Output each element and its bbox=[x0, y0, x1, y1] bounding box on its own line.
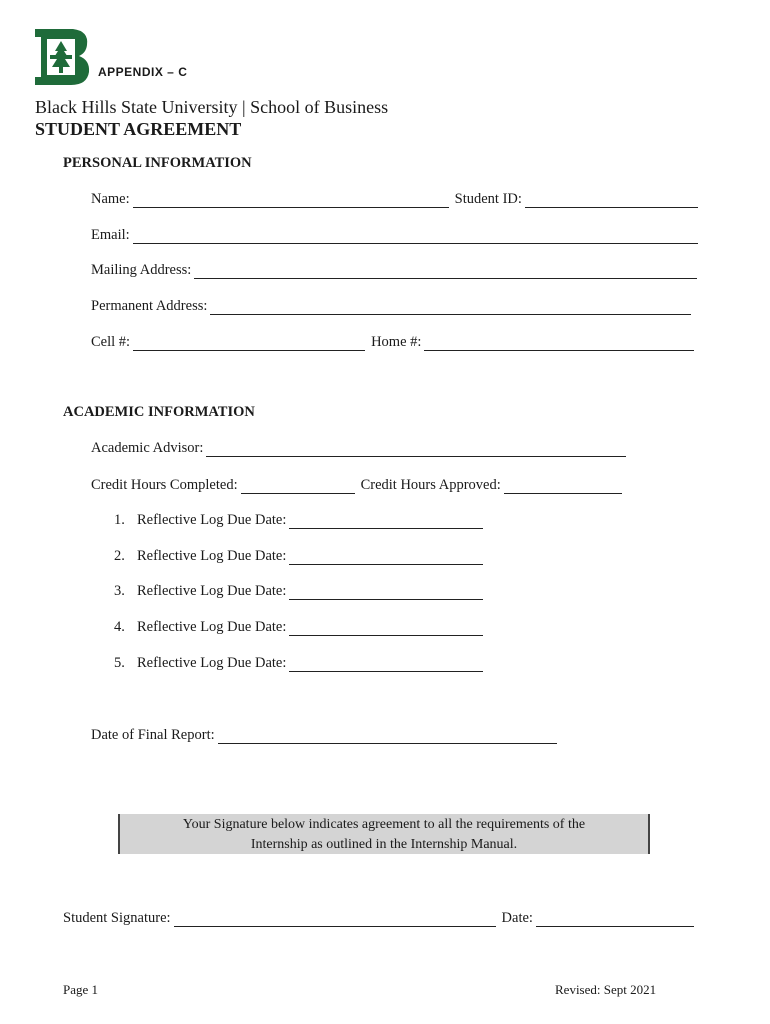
email-field[interactable] bbox=[133, 229, 698, 244]
name-row bbox=[91, 191, 698, 208]
advisor-field[interactable] bbox=[206, 442, 626, 457]
name-field[interactable] bbox=[133, 193, 449, 208]
log-number: 4. bbox=[114, 619, 125, 635]
cell-field[interactable] bbox=[133, 336, 365, 351]
phone-row bbox=[91, 334, 694, 351]
signature-date-field[interactable] bbox=[536, 912, 694, 927]
log-label: Reflective Log Due Date: bbox=[137, 655, 287, 671]
email-row bbox=[91, 227, 698, 244]
final-report-row bbox=[91, 727, 557, 744]
log-number: 3. bbox=[114, 583, 125, 599]
permanent-row bbox=[91, 298, 691, 315]
credit-completed-field[interactable] bbox=[241, 479, 355, 494]
student-signature-label: Student Signature: bbox=[63, 910, 171, 926]
notice-line-2: Internship as outlined in the Internship Manual. bbox=[250, 837, 518, 852]
revised-date: Revised: Sept 2021 bbox=[555, 982, 657, 997]
log-label: Reflective Log Due Date: bbox=[137, 512, 287, 528]
mailing-address-field[interactable] bbox=[194, 264, 697, 279]
log-number: 1. bbox=[114, 512, 125, 528]
mailing-row bbox=[91, 262, 697, 279]
name-label: Name: bbox=[91, 191, 130, 207]
advisor-row bbox=[91, 440, 626, 457]
advisor-label: Academic Advisor: bbox=[91, 440, 204, 456]
log-number: 5. bbox=[114, 655, 125, 671]
log-date-field-2[interactable] bbox=[289, 550, 483, 565]
log-date-field-1[interactable] bbox=[289, 514, 483, 529]
log-date-field-4[interactable] bbox=[289, 621, 483, 636]
permanent-address-field[interactable] bbox=[210, 300, 691, 315]
appendix-label: APPENDIX – C bbox=[98, 65, 188, 79]
page-title: STUDENT AGREEMENT bbox=[35, 119, 242, 139]
home-field[interactable] bbox=[424, 336, 694, 351]
signature-date-label: Date: bbox=[501, 910, 533, 926]
student-id-field[interactable] bbox=[525, 193, 698, 208]
log-row-2 bbox=[114, 548, 483, 565]
mailing-address-label: Mailing Address: bbox=[91, 262, 192, 278]
bhsu-logo-icon bbox=[33, 27, 91, 87]
permanent-address-label: Permanent Address: bbox=[91, 298, 208, 314]
log-date-field-5[interactable] bbox=[289, 657, 483, 672]
log-label: Reflective Log Due Date: bbox=[137, 583, 287, 599]
credit-completed-label: Credit Hours Completed: bbox=[91, 477, 238, 493]
log-row-1 bbox=[114, 512, 483, 529]
final-report-date-field[interactable] bbox=[218, 729, 557, 744]
signature-row bbox=[63, 910, 694, 927]
log-label: Reflective Log Due Date: bbox=[137, 548, 287, 564]
credit-approved-label: Credit Hours Approved: bbox=[360, 477, 501, 493]
log-label: Reflective Log Due Date: bbox=[137, 619, 287, 635]
student-signature-field[interactable] bbox=[174, 912, 496, 927]
home-label: Home #: bbox=[371, 334, 422, 350]
log-date-field-3[interactable] bbox=[289, 585, 483, 600]
student-id-label: Student ID: bbox=[454, 191, 522, 207]
notice-line-1: Your Signature below indicates agreement to all the requirements of the bbox=[182, 817, 586, 832]
log-row-5 bbox=[114, 655, 483, 672]
university-name: Black Hills State University | School of Business bbox=[35, 97, 389, 117]
final-report-label: Date of Final Report: bbox=[91, 727, 215, 743]
log-row-4 bbox=[114, 619, 483, 636]
page-number: Page 1 bbox=[63, 982, 99, 997]
agreement-notice bbox=[118, 814, 650, 854]
credit-hours-row bbox=[91, 477, 622, 494]
log-row-3 bbox=[114, 583, 483, 600]
log-number: 2. bbox=[114, 548, 125, 564]
email-label: Email: bbox=[91, 227, 130, 243]
cell-label: Cell #: bbox=[91, 334, 131, 350]
credit-approved-field[interactable] bbox=[504, 479, 622, 494]
academic-info-heading: ACADEMIC INFORMATION bbox=[63, 404, 255, 420]
personal-info-heading: PERSONAL INFORMATION bbox=[63, 155, 252, 171]
